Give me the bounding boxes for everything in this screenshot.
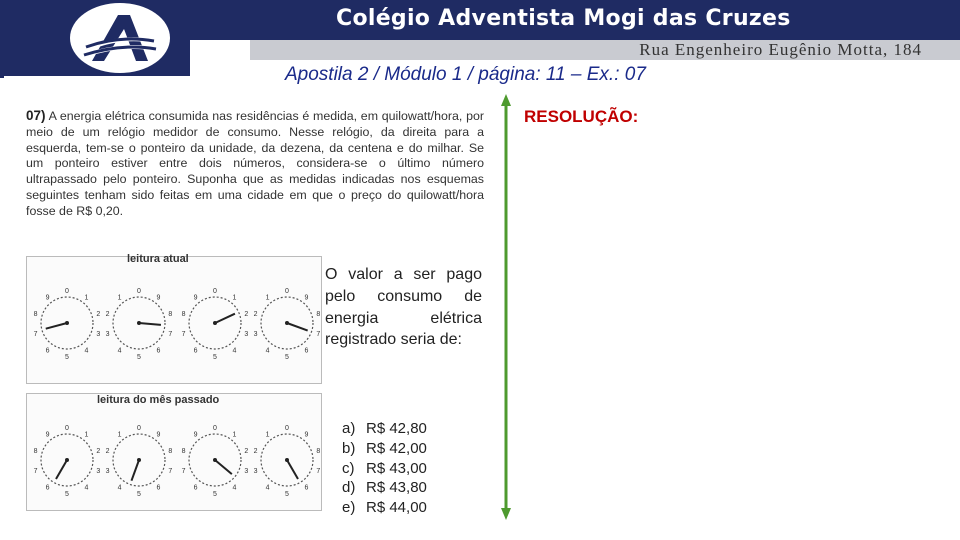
dial-number: 0 [213,425,217,432]
dial-number: 5 [213,354,217,361]
option-letter: e) [342,499,356,517]
option-c[interactable] [342,459,427,479]
dial-number: 9 [304,431,309,439]
dial-number: 0 [213,288,217,295]
dial-number: 7 [168,468,173,476]
dial-number: 0 [285,288,289,295]
dial-number: 5 [65,354,69,361]
dial-number: 4 [117,347,122,355]
dial-number: 3 [244,468,249,476]
dial-number: 8 [168,447,173,455]
dial-number: 2 [105,310,110,318]
dial-number: 7 [181,331,186,339]
dial-number: 6 [193,347,198,355]
dial-number: 6 [45,484,50,492]
dial-number: 1 [232,431,237,439]
dial-number: 3 [96,331,101,339]
dial-number: 9 [193,294,198,302]
dial-number: 9 [156,431,161,439]
dial-number: 5 [137,491,141,498]
dial-pointer [139,323,161,325]
dial-hub [65,458,69,462]
dial-number: 2 [253,310,258,318]
dial-number: 7 [181,468,186,476]
dial-number: 6 [193,484,198,492]
dial-number: 7 [33,331,38,339]
option-text: R$ 43,80 [366,479,427,497]
option-letter: a) [342,420,356,437]
option-e[interactable] [342,498,427,518]
dial-pointer [215,314,235,323]
option-a[interactable] [342,419,427,439]
dial-number: 1 [84,431,89,439]
dial-number: 0 [65,425,69,432]
dial-pointer [131,460,139,481]
dial-number: 4 [84,347,89,355]
page-title: Apostila 2 / Módulo 1 / página: 11 – Ex.: 07 [285,64,646,85]
dial-number: 0 [137,288,141,295]
resolution-label: RESOLUÇÃO: [524,107,639,126]
dial-hub [285,458,289,462]
answer-options [342,419,427,518]
dial-number: 1 [265,431,270,439]
dial-number: 1 [117,431,122,439]
dial-pointer [287,323,308,331]
dial-number: 2 [244,310,249,318]
question-number: 07) [26,108,46,123]
dial-number: 9 [156,294,161,302]
left-rule [0,0,4,78]
dial-number: 3 [253,468,258,476]
option-b[interactable] [342,439,427,459]
dial-number: 2 [244,447,249,455]
dial-number: 3 [105,331,110,339]
dial-number: 3 [105,468,110,476]
question-text: A energia elétrica consumida nas residências é medida, em quilowatt/hora, por meio de um relógio medidor de consumo. Nesse relógio, da direita para a esquerda, tem-se o ponteiro da unidade, da dezena, da centena e do milhar. Se um ponteiro estiver entre dois números, considera-se o último número ultrapassado pelo ponteiro. Suponha que as medidas indicadas nos esquemas seguintes tenham sido feitas em uma cidade em que o preço do quilowatt/hora fosse de R$ 0,20. [26,109,484,218]
dial-number: 3 [253,331,258,339]
dial-number: 5 [213,491,217,498]
current-reading-label: leitura atual [127,253,189,265]
dial-number: 8 [168,310,173,318]
dial-hub [213,458,217,462]
dial-hub [65,321,69,325]
dial-hub [137,458,141,462]
question-statement: O valor a ser pago pelo consumo de energia elétrica registrado seria de: [325,266,482,349]
dial-number: 8 [181,310,186,318]
school-name: Colégio Adventista Mogi das Cruzes [336,6,791,31]
current-reading-figure [26,253,322,384]
question-text-block [26,108,484,220]
dial-number: 6 [156,484,161,492]
option-text: R$ 42,80 [366,420,427,437]
dial-number: 4 [265,347,270,355]
dial-number: 4 [117,484,122,492]
dial-number: 9 [304,294,309,302]
dial-number: 2 [105,447,110,455]
option-text: R$ 44,00 [366,499,427,517]
dial-number: 8 [181,447,186,455]
dial-number: 7 [33,468,38,476]
option-letter: b) [342,439,356,457]
dial-number: 5 [137,354,141,361]
dial-number: 5 [65,491,69,498]
dial-number: 4 [265,484,270,492]
previous-dials [27,410,323,510]
dial-number: 2 [96,310,101,318]
dial-number: 2 [96,447,101,455]
option-text: R$ 42,00 [366,439,427,457]
previous-reading-figure [26,393,322,511]
dial-pointer [56,460,67,479]
dial-number: 2 [253,447,258,455]
dial-number: 8 [33,447,38,455]
divider-arrow [494,94,518,520]
option-text: R$ 43,00 [366,459,427,477]
dial-number: 1 [117,294,122,302]
dial-number: 4 [84,484,89,492]
dial-pointer [215,460,232,474]
dial-number: 3 [244,331,249,339]
dial-hub [213,321,217,325]
dial-number: 5 [285,491,289,498]
school-address: Rua Engenheiro Eugênio Motta, 184 [639,40,922,59]
dial-number: 7 [316,331,321,339]
current-dials [27,271,323,381]
dial-number: 6 [304,484,309,492]
dial-hub [137,321,141,325]
dial-number: 3 [96,468,101,476]
option-d[interactable] [342,478,427,498]
dial-number: 6 [156,347,161,355]
dial-number: 8 [316,310,321,318]
dial-number: 5 [285,354,289,361]
dial-number: 0 [65,288,69,295]
dial-number: 7 [168,331,173,339]
dial-number: 4 [232,484,237,492]
dial-number: 8 [33,310,38,318]
dial-number: 6 [45,347,50,355]
dial-number: 7 [316,468,321,476]
dial-pointer [46,323,67,329]
dial-number: 1 [265,294,270,302]
option-letter: d) [342,479,356,497]
dial-hub [285,321,289,325]
dial-number: 0 [137,425,141,432]
adventist-logo [70,3,170,73]
previous-reading-label: leitura do mês passado [97,394,220,406]
dial-number: 1 [232,294,237,302]
dial-number: 0 [285,425,289,432]
dial-number: 9 [45,294,50,302]
dial-pointer [287,460,298,479]
dial-number: 8 [316,447,321,455]
dial-number: 1 [84,294,89,302]
dial-number: 6 [304,347,309,355]
dial-number: 9 [45,431,50,439]
dial-number: 9 [193,431,198,439]
dial-number: 4 [232,347,237,355]
option-letter: c) [342,459,355,477]
